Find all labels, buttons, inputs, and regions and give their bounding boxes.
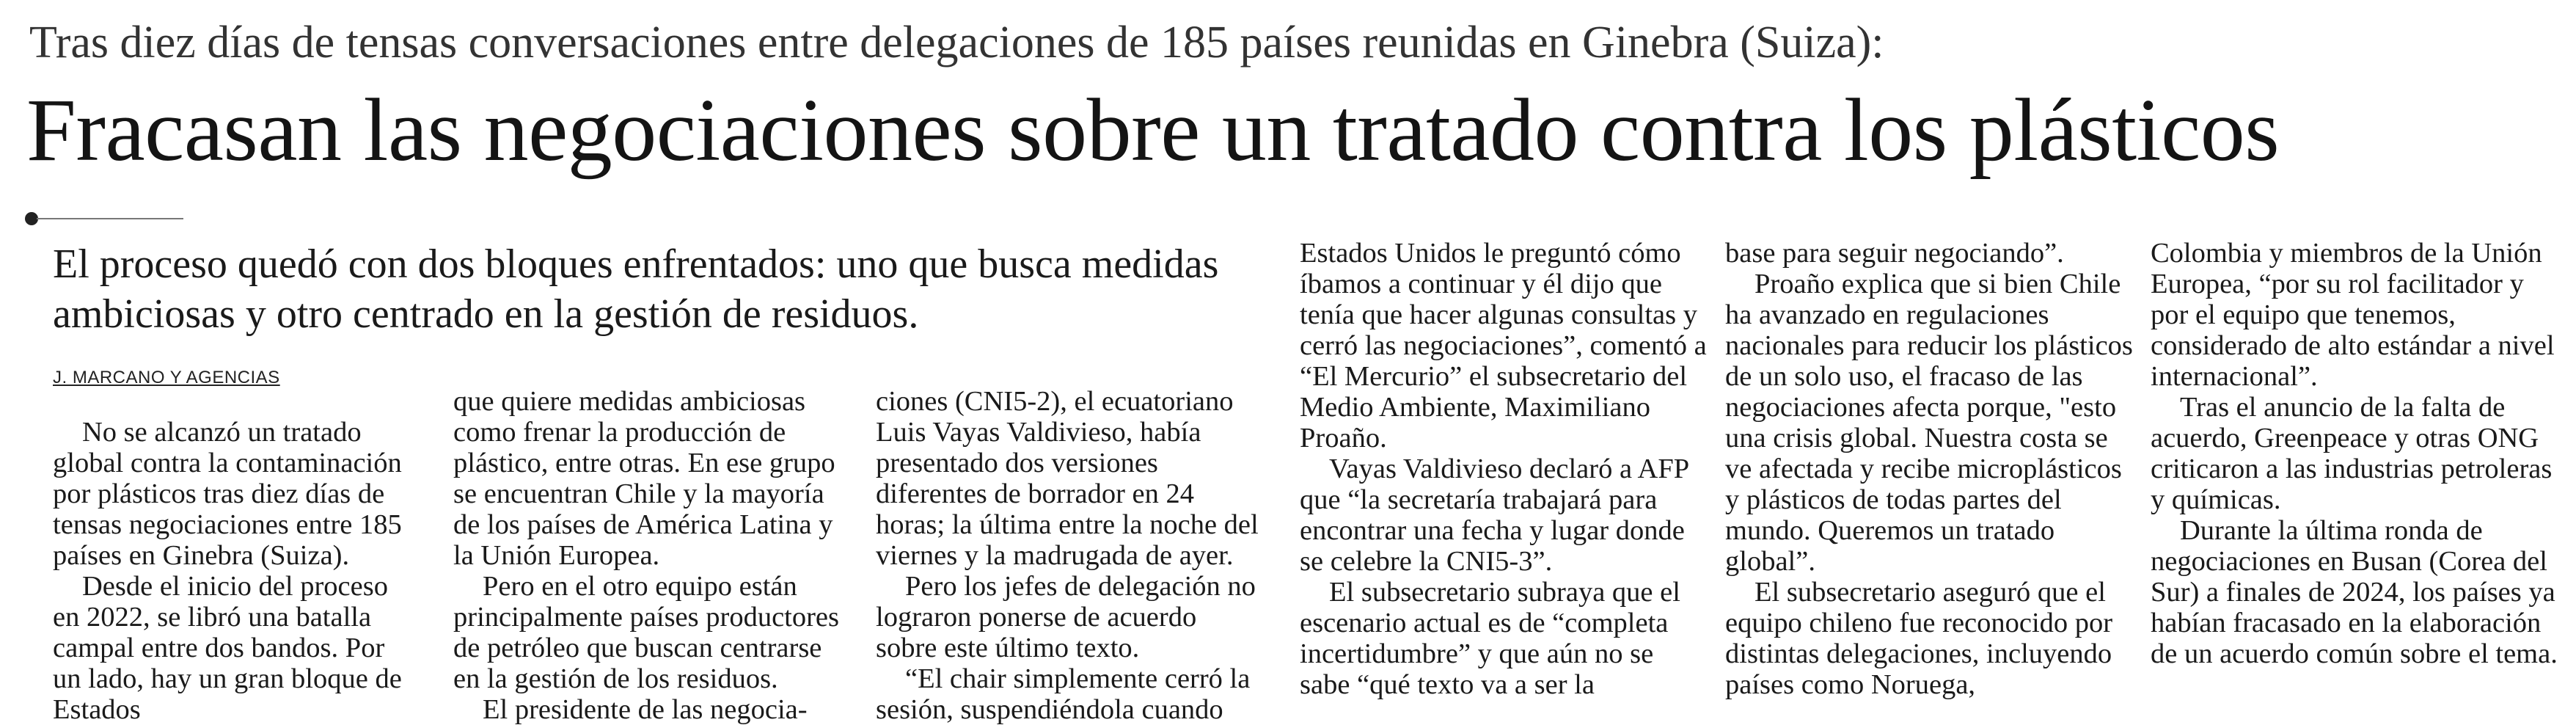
paragraph: que quiere medidas ambiciosas como frenar la producción de plástico, entre otras. En ese grupo se encuentran Chile y la mayoría de los países de América Latina y la Unión Europea. [453,386,835,571]
paragraph: Vayas Valdivieso declaró a AFP que “la secretaría trabajará para encontrar una fecha y lugar donde se celebre la CNI5-3”. [1300,453,1688,577]
paragraph: Tras el anuncio de la falta de acuerdo, Greenpeace y otras ONG criticaron a las industrias petroleras y químicas. [2151,392,2553,515]
paragraph: Estados Unidos le preguntó cómo íbamos a continuar y él dijo que tenía que hacer algunas consultas y cerró las negociaciones”, comentó a “El Mercurio” el subsecretario del Medio Ambiente, Maximiliano Proaño. [1300,238,1707,453]
column-1 [53,417,420,725]
column-2 [453,386,842,725]
paragraph: Durante la última ronda de negociaciones en Busan (Corea del Sur) a finales de 2024, los países ya habían fracasado en la elaboración de un acuerdo común sobre el tema. [2151,515,2558,669]
paragraph: El subsecretario subraya que el escenario actual es de “completa incertidumbre” y que aún no se sabe “qué texto va a ser la [1300,577,1680,700]
column-4 [1300,238,1708,700]
deck: El proceso quedó con dos bloques enfrentados: uno que busca medidas ambiciosas y otro centrado en la gestión de residuos. [53,241,1219,337]
paragraph: Desde el inicio del proceso en 2022, se libró una batalla campal entre dos bandos. Por un lado, hay un gran bloque de Estados [53,571,402,725]
paragraph: Colombia y miembros de la Unión Europea, “por su rol facilitador y por el equipo que tenemos, considerado de alto estándar a nivel internacional”. [2151,238,2555,392]
headline: Fracasan las negociaciones sobre un tratado contra los plásticos [26,81,2280,180]
byline: J. MARCANO Y AGENCIAS [53,368,280,387]
paragraph: El presidente de las negocia- [483,694,808,725]
paragraph: Pero los jefes de delegación no lograron ponerse de acuerdo sobre este último texto. [876,571,1256,663]
paragraph: El subsecretario aseguró que el equipo chileno fue reconocido por distintas delegaciones, incluyendo países como Noruega, [1725,577,2113,700]
column-6 [2151,238,2558,669]
paragraph: ciones (CNI5-2), el ecuatoriano Luis Vayas Valdivieso, había presentado dos versiones diferentes de borrador en 24 horas; la última entre la noche del viernes y la madrugada de ayer. [876,386,1259,571]
paragraph: Pero en el otro equipo están principalmente países productores de petróleo que buscan centrarse en la gestión de los residuos. [453,571,839,694]
paragraph: Proaño explica que si bien Chile ha avanzado en regulaciones nacionales para reducir los plásticos de un solo uso, el fracaso de las negociaciones afecta porque, "esto una crisis global. Nuestra costa se ve afectada y recibe microplásticos y plásticos de todas partes del mundo. Queremos un tratado global”. [1725,269,2133,577]
rule-line [37,218,183,219]
paragraph: base para seguir negociando”. [1725,238,2064,269]
kicker: Tras diez días de tensas conversaciones entre delegaciones de 185 países reunidas en Ginebra (Suiza): [29,18,1884,68]
column-5 [1725,238,2133,700]
paragraph: “El chair simplemente cerró la sesión, suspendiéndola cuando [876,663,1251,725]
paragraph: No se alcanzó un tratado global contra la contaminación por plásticos tras diez días de tensas negociaciones entre 185 países en Ginebra (Suiza). [53,417,402,571]
column-3 [876,386,1265,725]
